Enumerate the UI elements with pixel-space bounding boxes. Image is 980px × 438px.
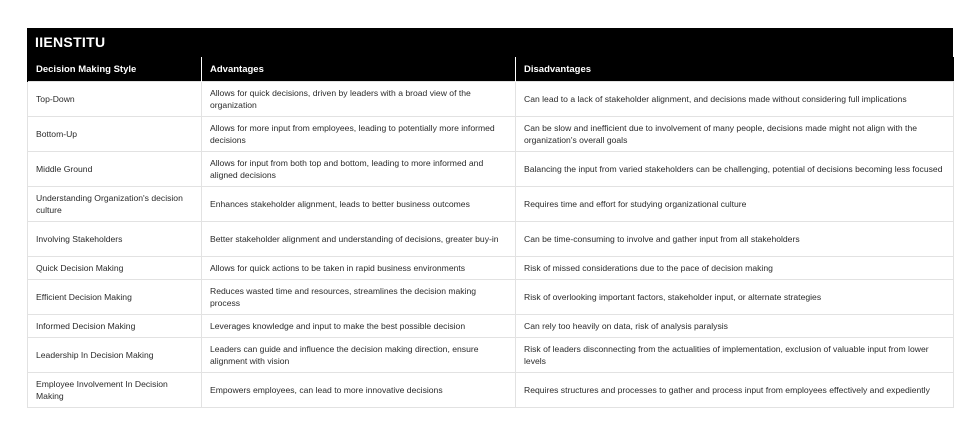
table-row — [28, 338, 954, 373]
cell-advantages: Leverages knowledge and input to make the best possible decision — [202, 315, 516, 338]
cell-style: Top-Down — [28, 82, 202, 117]
cell-advantages: Reduces wasted time and resources, streamlines the decision making process — [202, 280, 516, 315]
cell-disadvantages: Balancing the input from varied stakeholders can be challenging, potential of decisions becoming less focused — [516, 152, 954, 187]
header-advantages: Advantages — [202, 57, 516, 82]
cell-style: Informed Decision Making — [28, 315, 202, 338]
cell-disadvantages: Can be time-consuming to involve and gather input from all stakeholders — [516, 222, 954, 257]
table-row — [28, 280, 954, 315]
table-row — [28, 187, 954, 222]
cell-disadvantages: Can rely too heavily on data, risk of analysis paralysis — [516, 315, 954, 338]
cell-style: Understanding Organization's decision culture — [28, 187, 202, 222]
cell-style: Middle Ground — [28, 152, 202, 187]
header-disadvantages: Disadvantages — [516, 57, 954, 82]
table-row — [28, 82, 954, 117]
cell-disadvantages: Can be slow and inefficient due to involvement of many people, decisions made might not align with the organization's overall goals — [516, 117, 954, 152]
cell-disadvantages: Risk of leaders disconnecting from the actualities of implementation, exclusion of valuable input from lower levels — [516, 338, 954, 373]
cell-style: Bottom-Up — [28, 117, 202, 152]
cell-advantages: Allows for input from both top and bottom, leading to more informed and aligned decisions — [202, 152, 516, 187]
table-header-row — [28, 57, 954, 82]
cell-style: Efficient Decision Making — [28, 280, 202, 315]
cell-style: Involving Stakeholders — [28, 222, 202, 257]
cell-disadvantages: Requires structures and processes to gather and process input from employees effectively and expediently — [516, 373, 954, 408]
header-decision-style: Decision Making Style — [28, 57, 202, 82]
cell-advantages: Empowers employees, can lead to more innovative decisions — [202, 373, 516, 408]
cell-style: Employee Involvement In Decision Making — [28, 373, 202, 408]
cell-advantages: Allows for quick actions to be taken in rapid business environments — [202, 257, 516, 280]
cell-style: Quick Decision Making — [28, 257, 202, 280]
table-row — [28, 257, 954, 280]
cell-advantages: Allows for more input from employees, leading to potentially more informed decisions — [202, 117, 516, 152]
cell-disadvantages: Can lead to a lack of stakeholder alignment, and decisions made without considering full implications — [516, 82, 954, 117]
cell-disadvantages: Requires time and effort for studying organizational culture — [516, 187, 954, 222]
cell-advantages: Enhances stakeholder alignment, leads to better business outcomes — [202, 187, 516, 222]
cell-disadvantages: Risk of missed considerations due to the pace of decision making — [516, 257, 954, 280]
cell-style: Leadership In Decision Making — [28, 338, 202, 373]
table-row — [28, 152, 954, 187]
brand-title: IIENSTITU — [27, 28, 953, 57]
cell-advantages: Allows for quick decisions, driven by leaders with a broad view of the organization — [202, 82, 516, 117]
table-row — [28, 315, 954, 338]
cell-advantages: Better stakeholder alignment and understanding of decisions, greater buy-in — [202, 222, 516, 257]
table-row — [28, 373, 954, 408]
cell-advantages: Leaders can guide and influence the decision making direction, ensure alignment with vision — [202, 338, 516, 373]
cell-disadvantages: Risk of overlooking important factors, stakeholder input, or alternate strategies — [516, 280, 954, 315]
comparison-table-container — [27, 28, 953, 408]
decision-style-table — [27, 57, 954, 408]
table-row — [28, 117, 954, 152]
table-row — [28, 222, 954, 257]
